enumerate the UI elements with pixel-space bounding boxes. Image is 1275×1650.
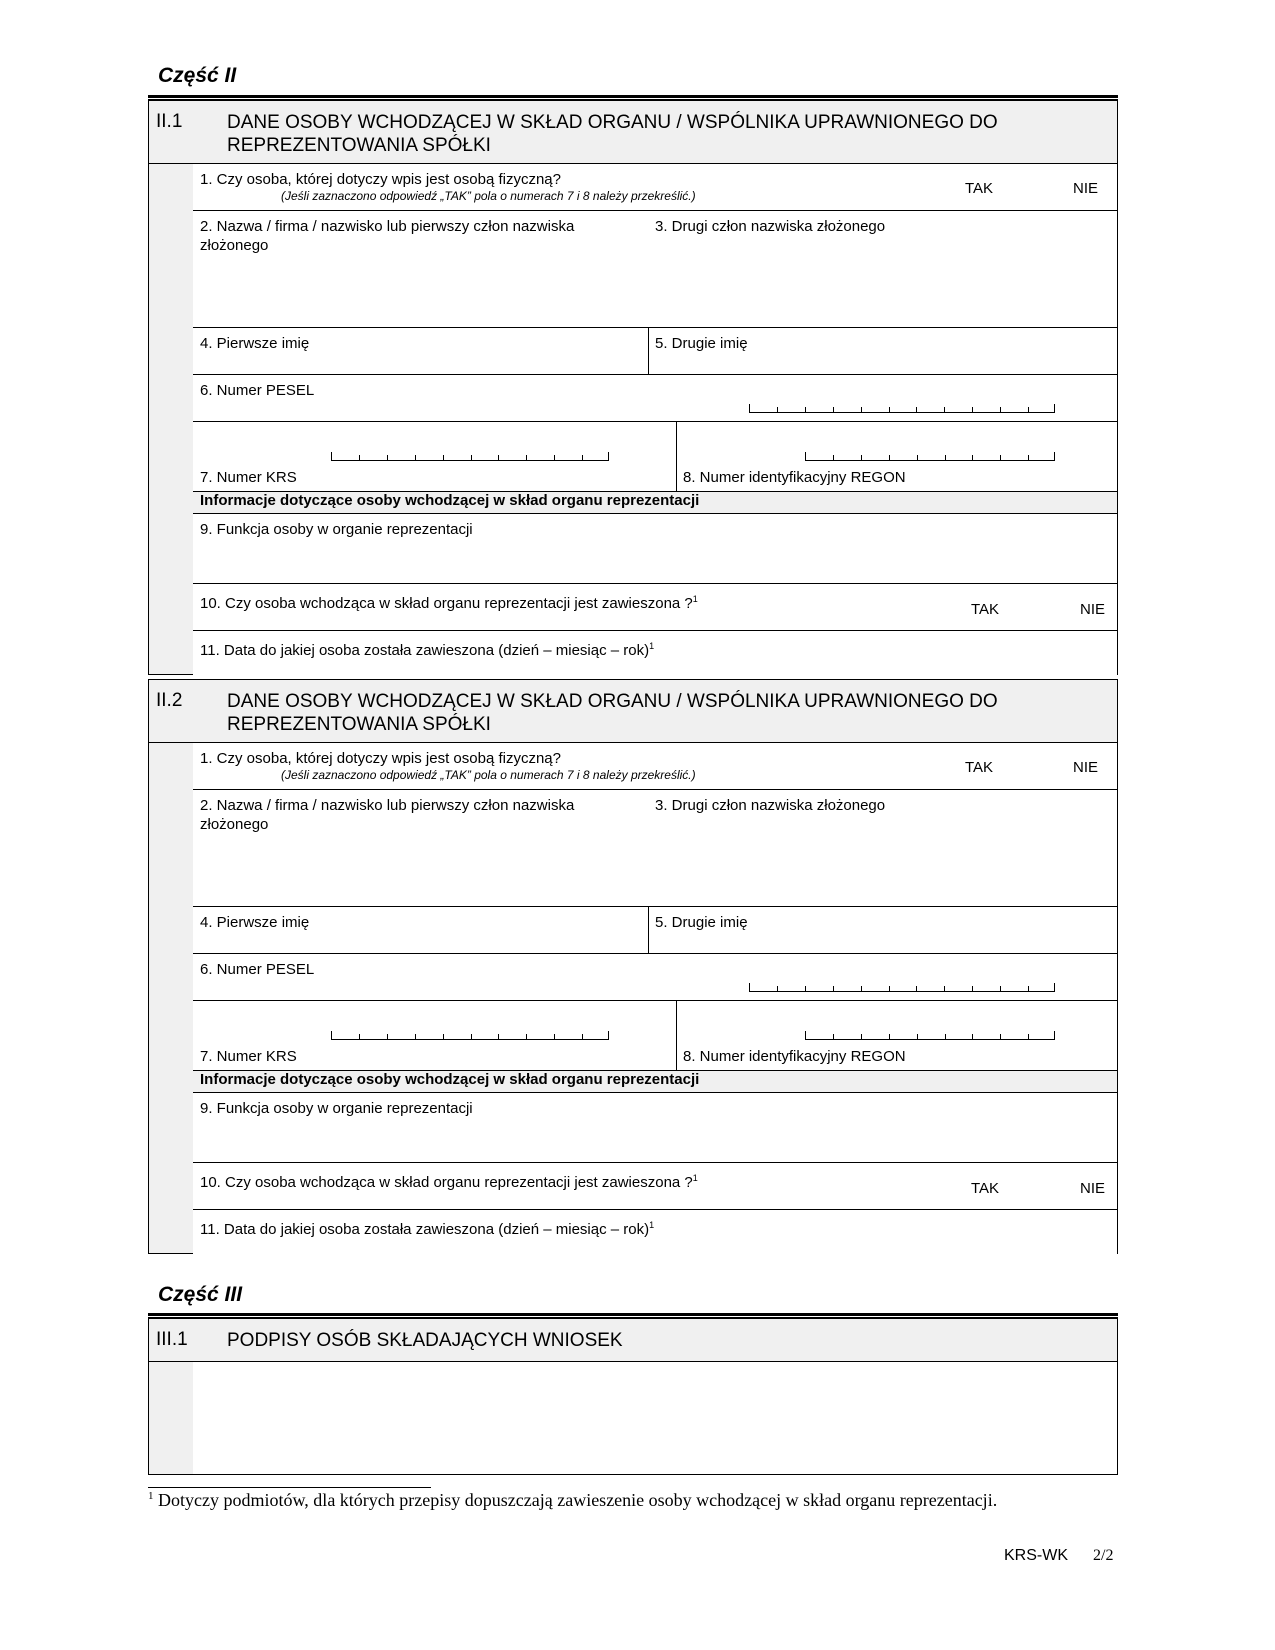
field-2-3-surname-row <box>193 790 1117 907</box>
section-header <box>149 101 1117 164</box>
representation-info-heading: Informacje dotyczące osoby wchodzącej w skład organu reprezentacji <box>193 1071 1117 1093</box>
field-7-8-krs-regon-row <box>193 1001 1117 1071</box>
field-6-pesel[interactable] <box>193 954 1117 1001</box>
regon-digit-boxes[interactable] <box>805 1031 1055 1040</box>
field-2-3-surname-row <box>193 211 1117 328</box>
footnote: $^1$ Dotyczy podmiotów, dla których przepisy dopuszczają zawieszenie osoby wchodzącej w skład organu reprezentacji. <box>148 1490 998 1510</box>
representation-info-heading: Informacje dotyczące osoby wchodzącej w skład organu reprezentacji <box>193 492 1117 514</box>
section-ii-2 <box>148 679 1118 1254</box>
field-10-suspended[interactable] <box>193 584 1117 631</box>
page-number: 2/2 <box>1093 1547 1114 1564</box>
field-2-surname[interactable]: 2. Nazwa / firma / nazwisko lub pierwszy człon nazwiska złożonego <box>200 797 575 833</box>
field-6-label: 6. Numer PESEL <box>200 382 315 399</box>
field-6-label: 6. Numer PESEL <box>200 961 315 978</box>
section-title: DANE OSOBY WCHODZĄCEJ W SKŁAD ORGANU / WSPÓLNIKA UPRAWNIONEGO DO REPREZENTOWANIA SPÓŁKI <box>227 112 998 156</box>
field-8-regon: 8. Numer identyfikacyjny REGON <box>683 469 906 486</box>
section-number: II.1 <box>156 111 183 132</box>
field-11-label: 11. Data do jakiej osoba została zawieszona (dzień – miesiąc – rok)$^1$ <box>200 641 655 659</box>
field-1-note: (Jeśli zaznaczono odpowiedź „TAK” pola o numerach 7 i 8 należy przekreślić.) <box>281 189 696 203</box>
section-header <box>149 1319 1117 1362</box>
part-ii-title: Część II <box>158 64 237 87</box>
section-title: DANE OSOBY WCHODZĄCEJ W SKŁAD ORGANU / WSPÓLNIKA UPRAWNIONEGO DO REPREZENTOWANIA SPÓŁKI <box>227 691 998 735</box>
field-5-second-name[interactable]: 5. Drugie imię <box>655 335 748 352</box>
regon-digit-boxes[interactable] <box>805 452 1055 461</box>
no-option[interactable]: NIE <box>1073 759 1099 776</box>
section-iii-1 <box>148 1318 1118 1475</box>
field-1-label: 1. Czy osoba, której dotyczy wpis jest osobą fizyczną? <box>200 750 561 767</box>
field-4-5-names-row <box>193 907 1117 954</box>
pesel-digit-boxes[interactable] <box>749 404 1055 413</box>
field-11-label: 11. Data do jakiej osoba została zawieszona (dzień – miesiąc – rok)$^1$ <box>200 1220 655 1238</box>
field-2-surname[interactable]: 2. Nazwa / firma / nazwisko lub pierwszy człon nazwiska złożonego <box>200 218 575 254</box>
field-9-function[interactable] <box>193 1093 1117 1163</box>
section-header <box>149 680 1117 743</box>
yes-option[interactable]: TAK <box>965 759 994 776</box>
field-10-label: 10. Czy osoba wchodząca w skład organu reprezentacji jest zawieszona ?$^1$ <box>200 594 698 612</box>
yes-option[interactable]: TAK <box>971 1180 1000 1197</box>
field-6-pesel[interactable] <box>193 375 1117 422</box>
field-10-label: 10. Czy osoba wchodząca w skład organu reprezentacji jest zawieszona ?$^1$ <box>200 1173 698 1191</box>
section-margin <box>149 680 193 1253</box>
divider <box>676 1001 677 1070</box>
section-number: II.2 <box>156 690 183 711</box>
section-margin <box>149 101 193 674</box>
yes-option[interactable]: TAK <box>971 601 1000 618</box>
krs-digit-boxes[interactable] <box>331 452 609 461</box>
field-1-note: (Jeśli zaznaczono odpowiedź „TAK” pola o numerach 7 i 8 należy przekreślić.) <box>281 768 696 782</box>
no-option[interactable]: NIE <box>1080 601 1106 618</box>
krs-digit-boxes[interactable] <box>331 1031 609 1040</box>
field-11-suspension-date[interactable] <box>193 631 1117 675</box>
field-4-5-names-row <box>193 328 1117 375</box>
field-1-label: 1. Czy osoba, której dotyczy wpis jest osobą fizyczną? <box>200 171 561 188</box>
part-iii-title: Część III <box>158 1283 243 1306</box>
no-option[interactable]: NIE <box>1073 180 1099 197</box>
section-number: III.1 <box>156 1329 188 1350</box>
footnote-separator <box>148 1487 431 1488</box>
field-5-second-name[interactable]: 5. Drugie imię <box>655 914 748 931</box>
no-option[interactable]: NIE <box>1080 1180 1106 1197</box>
field-7-krs: 7. Numer KRS <box>200 1048 297 1065</box>
yes-option[interactable]: TAK <box>965 180 994 197</box>
field-4-first-name[interactable]: 4. Pierwsze imię <box>200 335 310 352</box>
field-9-label: 9. Funkcja osoby w organie reprezentacji <box>200 1100 473 1117</box>
pesel-digit-boxes[interactable] <box>749 983 1055 992</box>
divider <box>648 907 649 953</box>
field-3-second-surname[interactable]: 3. Drugi człon nazwiska złożonego <box>655 218 886 235</box>
field-11-suspension-date[interactable] <box>193 1210 1117 1254</box>
form-code: KRS-WK <box>1004 1547 1068 1564</box>
field-1-is-natural-person[interactable] <box>193 743 1117 790</box>
section-ii-1 <box>148 100 1118 675</box>
divider <box>676 422 677 491</box>
field-4-first-name[interactable]: 4. Pierwsze imię <box>200 914 310 931</box>
field-1-is-natural-person[interactable] <box>193 164 1117 211</box>
field-3-second-surname[interactable]: 3. Drugi człon nazwiska złożonego <box>655 797 886 814</box>
field-9-function[interactable] <box>193 514 1117 584</box>
field-9-label: 9. Funkcja osoby w organie reprezentacji <box>200 521 473 538</box>
field-7-krs: 7. Numer KRS <box>200 469 297 486</box>
divider <box>648 328 649 374</box>
field-10-suspended[interactable] <box>193 1163 1117 1210</box>
signatures-field[interactable] <box>193 1362 1117 1474</box>
section-title: PODPISY OSÓB SKŁADAJĄCYCH WNIOSEK <box>227 1330 623 1351</box>
field-7-8-krs-regon-row <box>193 422 1117 492</box>
field-8-regon: 8. Numer identyfikacyjny REGON <box>683 1048 906 1065</box>
